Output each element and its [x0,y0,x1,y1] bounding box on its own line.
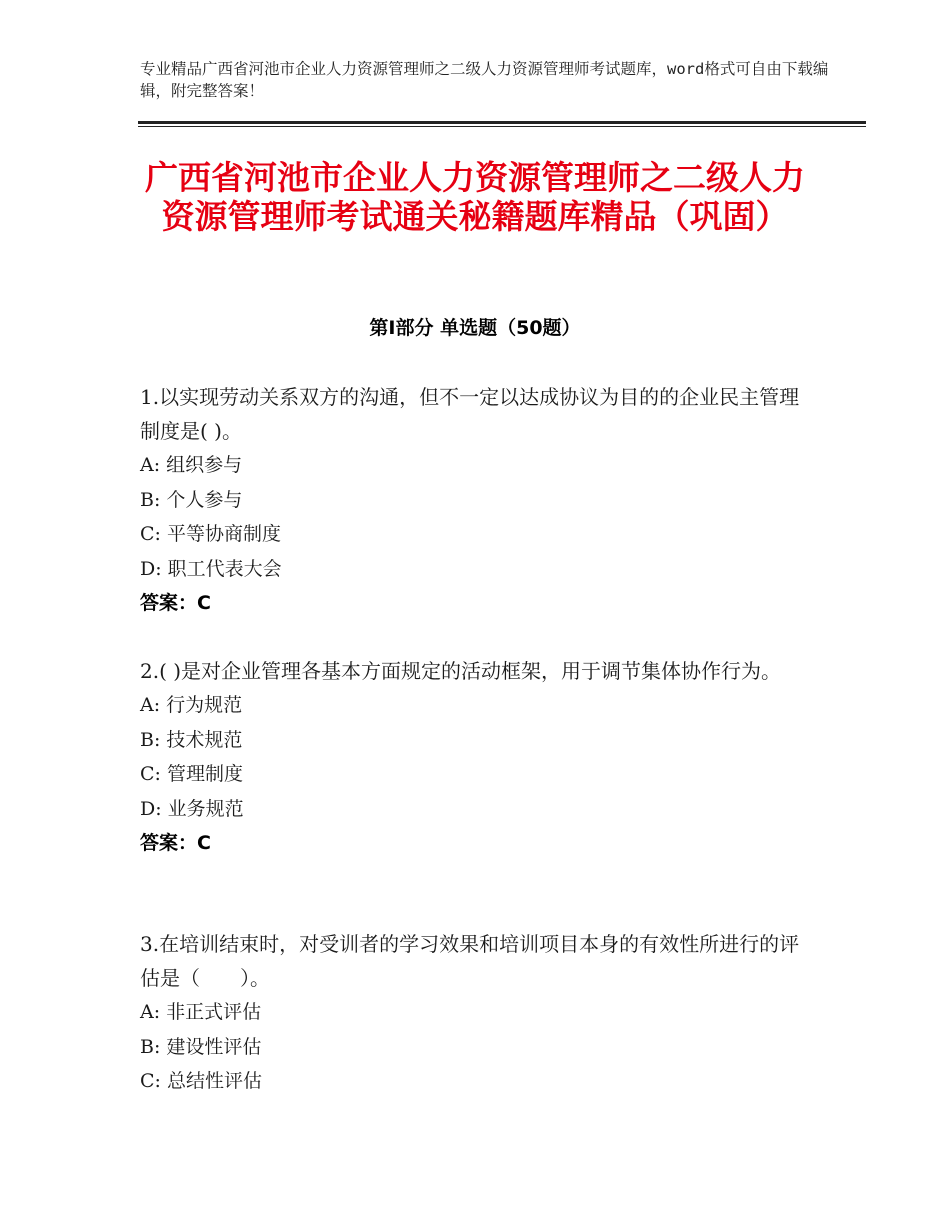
option-b: B: 建设性评估 [140,1035,262,1058]
document-header-note: 专业精品广西省河池市企业人力资源管理师之二级人力资源管理师考试题库，word格式可自由下载编辑，附完整答案！ [140,60,829,100]
option-c: C: 平等协商制度 [140,523,281,545]
answer: 答案：C [140,832,211,854]
option-c: C: 总结性评估 [140,1070,262,1092]
header-divider-thin [138,126,866,127]
question-stem: 3.在培训结束时，对受训者的学习效果和培训项目本身的有效性所进行的评估是（ ）。 [140,932,800,990]
question-2 [140,654,810,860]
option-d: D: 业务规范 [140,797,244,820]
option-d: D: 职工代表大会 [140,557,282,580]
option-a: A: 非正式评估 [140,1001,262,1023]
header-divider-thick [138,121,866,124]
option-c: C: 管理制度 [140,763,243,785]
option-b: B: 个人参与 [140,488,243,511]
option-b: B: 技术规范 [140,728,243,751]
question-1 [140,380,810,620]
question-stem: 1.以实现劳动关系双方的沟通，但不一定以达成协议为目的的企业民主管理制度是( )。 [140,385,800,443]
document-title: 广西省河池市企业人力资源管理师之二级人力资源管理师考试通关秘籍题库精品（巩固） [145,158,805,236]
answer: 答案：C [140,592,211,614]
option-a: A: 行为规范 [140,694,243,716]
option-a: A: 组织参与 [140,454,243,476]
question-stem: 2.( )是对企业管理各基本方面规定的活动框架，用于调节集体协作行为。 [140,659,782,683]
section-title: 第Ⅰ部分 单选题（50题） [369,317,581,339]
question-3 [140,927,810,1099]
